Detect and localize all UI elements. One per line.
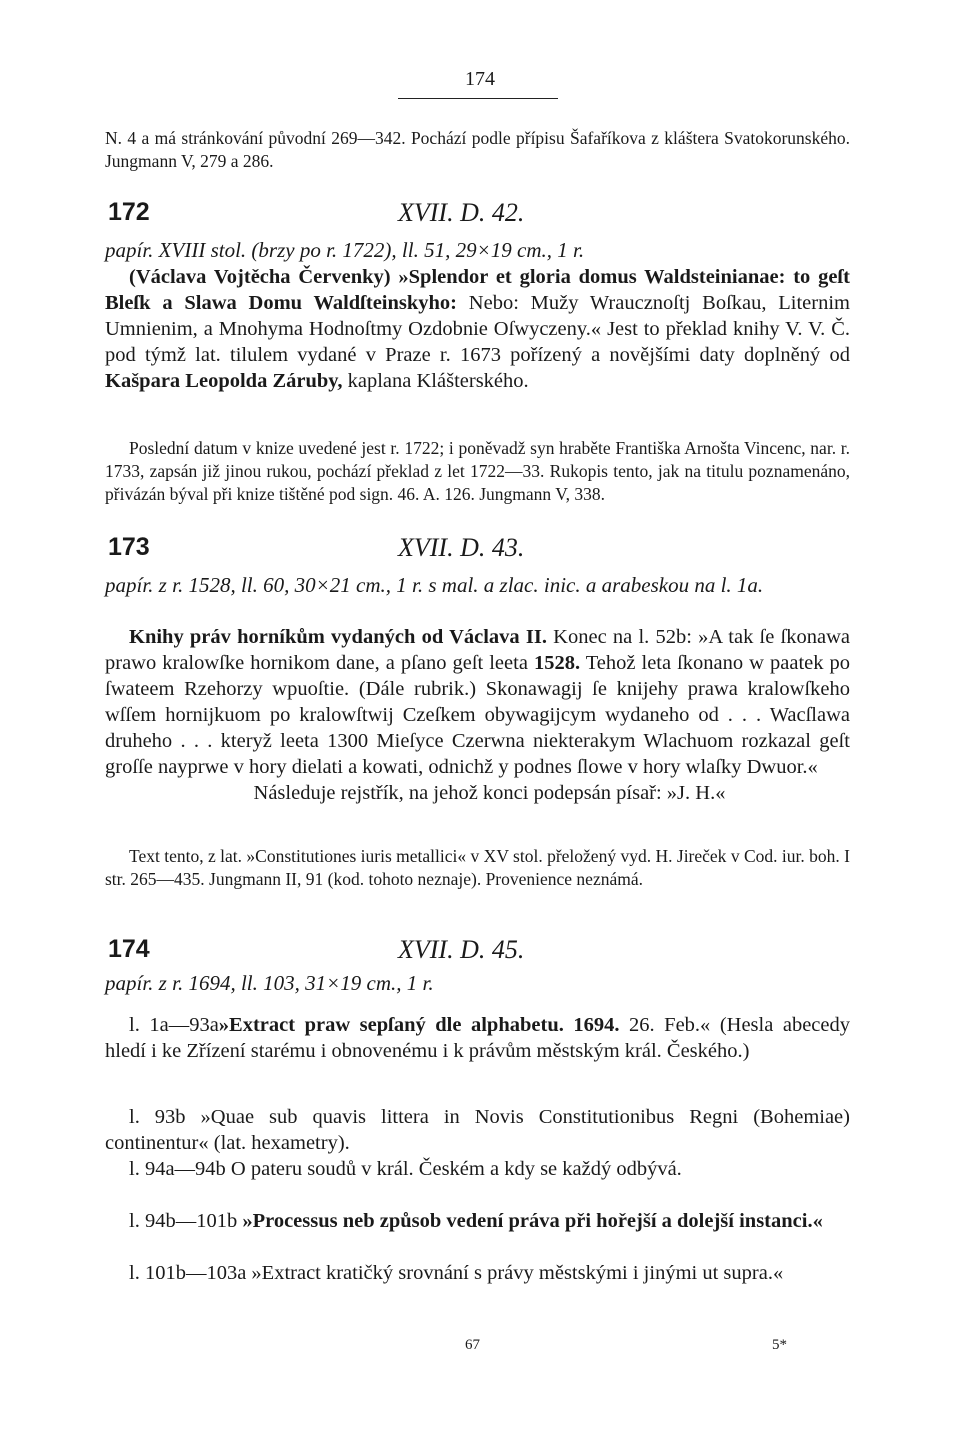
note-text: Poslední datum v knize uvedené jest r. 1722; i poněvadž syn hraběte Františka Arnošta Vincenc, nar. r. 1733, zapsán již jinou rukou, pochází překlad z let 1722—33. Rukopis tento, jak na titulu poznamenáno, přivázán býval při knize tištěné pod sign. 46. A. 126. Jungmann V, 338. [105, 438, 850, 504]
header-rule [398, 98, 558, 99]
main-text: Konec na l. 52b: »A tak ſe ſkonawa prawo kralowſke hornikom dane, a pſano geſt leeta [105, 626, 851, 674]
entry-description-173: papír. z r. 1528, ll. 60, 30×21 cm., 1 r. s mal. a zlac. inic. a arabeskou na l. 1a. [105, 573, 764, 597]
year-text: 1528. [533, 652, 581, 674]
content-item [105, 1012, 850, 1064]
intro-text: N. 4 a má stránkování původní 269—342. Pochází podle přípisu Šafaříkova z kláštera Svatokorunského. Jungmann V, 279 a 286. [105, 128, 850, 171]
page-number: 174 [465, 68, 495, 90]
title-text: Knihy práv horníkům vydaných od Václava II. [129, 626, 547, 648]
folio-range: l. 93b [129, 1106, 186, 1128]
item-title: »Processus neb způsob vedení práva při hořejší a dolejší instanci.« [237, 1210, 823, 1232]
entry-signature: XVII. D. 42. [398, 198, 525, 227]
entry-note-172 [105, 437, 850, 506]
entry-description-172: papír. XVIII stol. (brzy po r. 1722), ll. 51, 29×19 cm., 1 r. [105, 238, 585, 262]
entry-signature: XVII. D. 43. [398, 533, 525, 562]
item-title: »Extract praw sepſaný dle alphabetu. 1694. [218, 1014, 620, 1036]
item-text: »Extract kratičký srovnání s právy městskými i jinými ut supra.« [246, 1262, 784, 1284]
item-text: O pateru soudů v král. Českém a kdy se každý odbývá. [225, 1158, 682, 1180]
content-item [105, 1208, 850, 1234]
entry-header-173 [108, 533, 850, 573]
content-item [105, 1156, 850, 1182]
main-text: Nebo: Mužy Wraucznoſtj Boſkau, Liternim Umnienim, a Mnohyma Hodnoſtmy Ozdobnie Oſwyczeny.« Jest to překlad knihy V. V. Č. pod týmž lat. tilulem vydané v Praze r. 1673 pořízený a novějšími daty doplněný od [105, 292, 850, 366]
content-item [105, 1260, 850, 1286]
title-text: (Václava Vojtěcha Červenky) »Splendor et gloria domus Waldsteinianae: to geſt Bleſk a Slawa Domu Waldſteinskyho: [105, 266, 850, 314]
content-item [105, 1104, 850, 1156]
entry-header-174 [108, 935, 850, 975]
entry-main-173 [105, 624, 850, 806]
entry-main-172 [105, 264, 850, 394]
entry-number: 173 [108, 533, 150, 561]
item-text: 26. Feb.« (Hesla abecedy hledí i ke Zřízení starému i obnovenému i k právům městským král. Českého.) [105, 1014, 850, 1062]
main-text-end: kaplana Klášterského. [342, 370, 529, 392]
sheet-number: 67 [465, 1337, 480, 1353]
folio-range: l. 1a—93a [129, 1014, 219, 1036]
item-text: »Quae sub quavis littera in Novis Constitutionibus Regni (Bohemiae) continentur« (lat. hexametry). [105, 1106, 850, 1154]
folio-range: l. 101b—103a [129, 1262, 247, 1284]
entry-number: 172 [108, 198, 150, 226]
note-text: Text tento, z lat. »Constitutiones iuris metallici« v XV stol. přeložený vyd. H. Jireček v Cod. iur. boh. I str. 265—435. Jungmann II, 91 (kod. tohoto neznaje). Provenience neznámá. [105, 846, 850, 889]
entry-note-173 [105, 845, 850, 891]
author-name: Kašpara Leopolda Záruby, [105, 370, 343, 392]
intro-note [105, 127, 850, 173]
entry-signature: XVII. D. 45. [398, 935, 525, 964]
main-text-end: Tehož leta ſkonano w paatek po ſwateem Rzehorzy wpuoſtie. (Dále rubrik.) Skonawagij ſe knijehy prawa kralowſkeho wſſem hornijkuom po kralowſtwij Czeſkem obywagijcym wydaneho od . . . Wacſlawa druheho . . . kteryž leeta 1300 Mieſyce Czerwna niekterakym Wlachuom rozkazal geſt groſſe nayprwe v hory dielati a kowati, odnichž y podnes ſlowe v hory wlaſky Dwuor.« [105, 652, 850, 778]
entry-header-172 [108, 198, 850, 238]
folio-range: l. 94b—101b [129, 1210, 238, 1232]
folio-range: l. 94a—94b [129, 1158, 226, 1180]
signature-mark: 5* [772, 1337, 787, 1353]
index-note: Následuje rejstřík, na jehož konci podepsán písař: »J. H.« [253, 782, 726, 804]
entry-number: 174 [108, 935, 150, 963]
entry-description-174: papír. z r. 1694, ll. 103, 31×19 cm., 1 r. [105, 971, 434, 995]
